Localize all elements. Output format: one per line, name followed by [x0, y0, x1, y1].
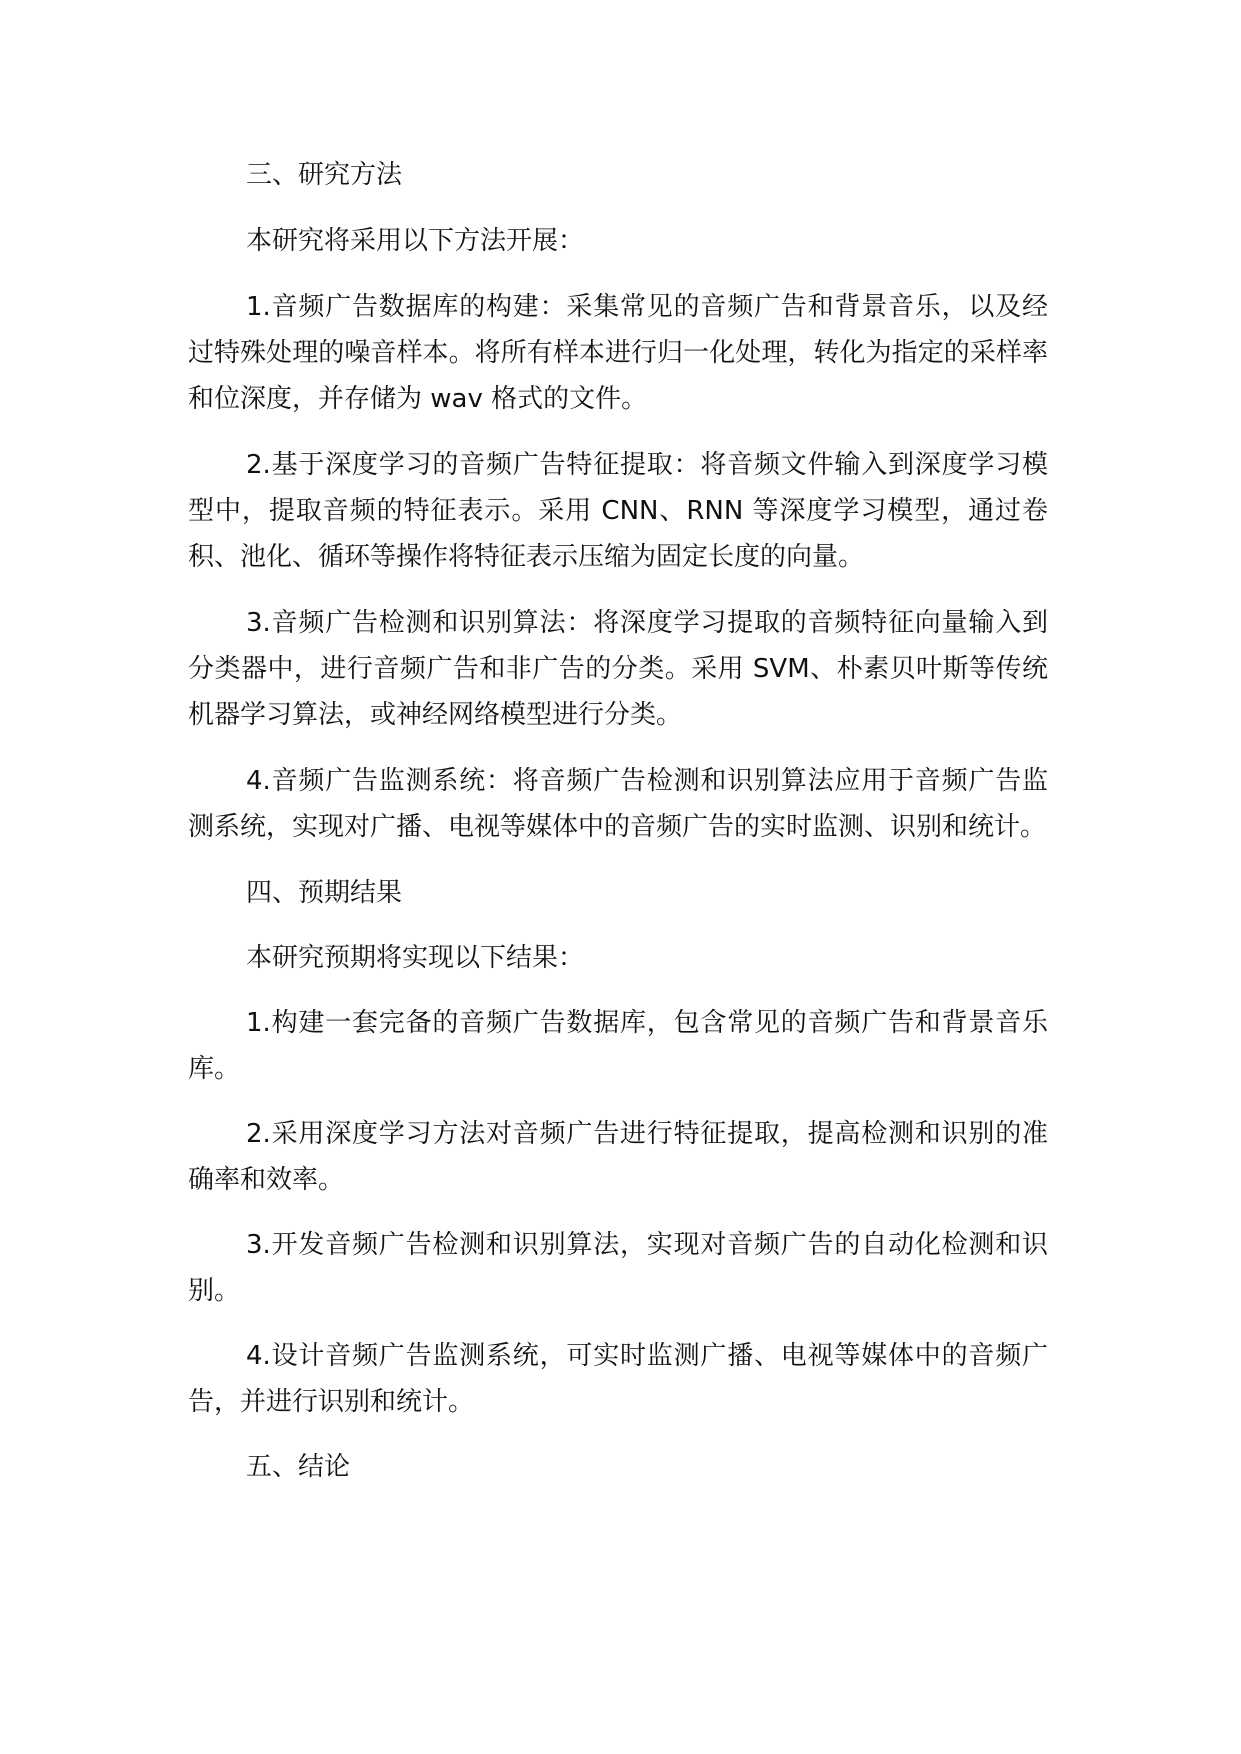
- section-heading-conclusion: 五、结论: [246, 1452, 351, 1482]
- methods-item-4: 4.音频广告监测系统：将音频广告检测和识别算法应用于音频广告监测系统，实现对广播、电视等媒体中的音频广告的实时监测、识别和统计。: [188, 766, 1048, 842]
- results-item-3: 3.开发音频广告检测和识别算法，实现对音频广告的自动化检测和识别。: [188, 1230, 1048, 1306]
- results-item-4: 4.设计音频广告监测系统，可实时监测广播、电视等媒体中的音频广告，并进行识别和统计。: [188, 1341, 1048, 1417]
- section-heading-methods: 三、研究方法: [246, 160, 403, 190]
- document-body: [188, 152, 1048, 1490]
- methods-item-3: 3.音频广告检测和识别算法：将深度学习提取的音频特征向量输入到分类器中，进行音频广告和非广告的分类。采用 SVM、朴素贝叶斯等传统机器学习算法，或神经网络模型进行分类。: [188, 608, 1048, 730]
- methods-item-1: 1.音频广告数据库的构建：采集常见的音频广告和背景音乐，以及经过特殊处理的噪音样本。将所有样本进行归一化处理，转化为指定的采样率和位深度，并存储为 wav 格式的文件。: [188, 292, 1048, 414]
- results-intro: 本研究预期将实现以下结果：: [246, 943, 585, 973]
- methods-intro: 本研究将采用以下方法开展：: [246, 226, 585, 256]
- results-item-1: 1.构建一套完备的音频广告数据库，包含常见的音频广告和背景音乐库。: [188, 1008, 1048, 1084]
- methods-item-2: 2.基于深度学习的音频广告特征提取：将音频文件输入到深度学习模型中，提取音频的特征表示。采用 CNN、RNN 等深度学习模型，通过卷积、池化、循环等操作将特征表示压缩为固定长度的向量。: [188, 450, 1048, 572]
- results-item-2: 2.采用深度学习方法对音频广告进行特征提取，提高检测和识别的准确率和效率。: [188, 1119, 1048, 1195]
- section-heading-expected-results: 四、预期结果: [246, 878, 403, 908]
